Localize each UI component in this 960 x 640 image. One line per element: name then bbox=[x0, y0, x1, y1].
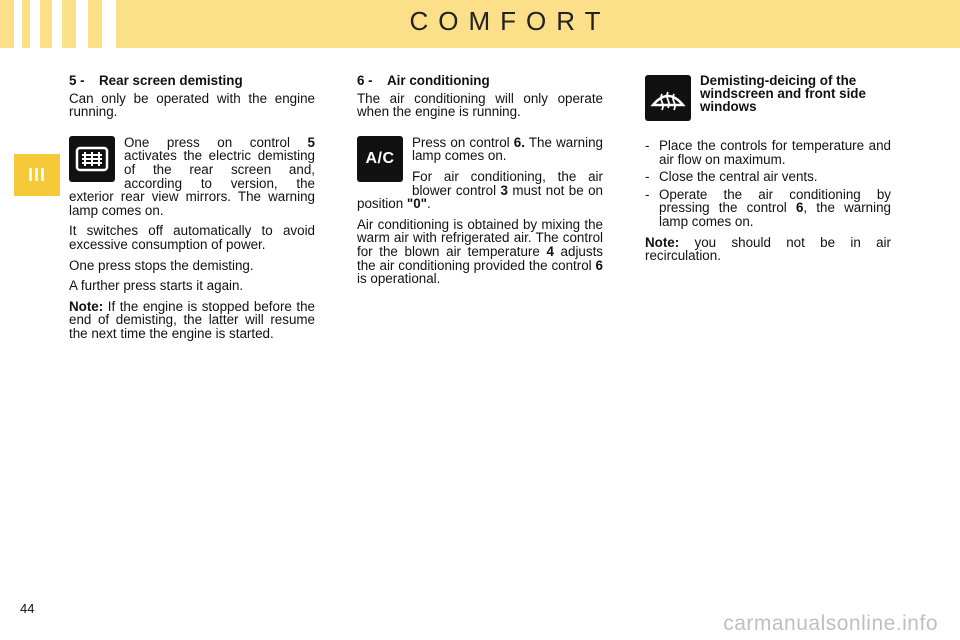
watermark: carmanualsonline.info bbox=[723, 612, 938, 635]
ac-icon: A/C bbox=[357, 136, 403, 182]
header-stripe bbox=[30, 0, 40, 48]
section-title: Rear screen demisting bbox=[99, 73, 243, 88]
paragraph: One press stops the demisting. bbox=[69, 257, 254, 273]
paragraph: One press on control 5 activates the electric demisting of the rear screen and, according to version, the exterior rear view mirrors. The warning lamp comes on. bbox=[69, 134, 315, 218]
paragraph: A further press starts it again. bbox=[69, 278, 244, 294]
paragraph: Air conditioning is obtained by mixing the warm air with refrigerated air. The control for the blown air temperature 4 adjusts the air conditioning provided the control 6 is operational. bbox=[357, 216, 603, 287]
steps-list bbox=[645, 139, 891, 229]
paragraph: Press on control 6. The warning lamp comes on. bbox=[412, 134, 603, 164]
note: Note: If the engine is stopped before the end of demisting, the latter will resume the next time the engine is started. bbox=[69, 298, 315, 341]
page-number: 44 bbox=[20, 601, 35, 616]
section-heading bbox=[69, 74, 315, 88]
section-title: Demisting-deicing of the windscreen and front side windows bbox=[700, 73, 866, 114]
list-item: - Close the central air vents. bbox=[645, 170, 891, 184]
paragraph: For air conditioning, the air blower control 3 must not be on position "0". bbox=[357, 168, 603, 212]
list-item: - Place the controls for temperature and air flow on maximum. bbox=[645, 139, 891, 166]
page-title: COMFORT bbox=[409, 6, 611, 36]
header-stripe bbox=[52, 0, 62, 48]
section-rear-screen-demisting bbox=[69, 74, 315, 348]
section-heading bbox=[357, 74, 603, 88]
note: Note: you should not be in air recirculation. bbox=[645, 234, 891, 264]
intro-text: Can only be operated with the engine running. bbox=[69, 90, 315, 120]
list-item: - Operate the air conditioning by pressing the control 6, the warning lamp comes on. bbox=[645, 188, 891, 229]
section-air-conditioning bbox=[357, 74, 603, 293]
header-stripe bbox=[76, 0, 88, 48]
paragraph: It switches off automatically to avoid excessive consumption of power. bbox=[69, 223, 315, 252]
section-title: Air conditioning bbox=[387, 73, 490, 88]
header-stripe bbox=[14, 0, 22, 48]
rear-demist-icon bbox=[69, 136, 115, 182]
section-number: 5 - bbox=[69, 73, 85, 88]
chapter-tab: III bbox=[14, 154, 60, 196]
intro-text: The air conditioning will only operate when the engine is running. bbox=[357, 90, 603, 120]
header-bar bbox=[0, 0, 960, 48]
section-demisting-deicing bbox=[645, 75, 891, 270]
header-stripe bbox=[102, 0, 116, 48]
section-number: 6 - bbox=[357, 73, 373, 88]
windscreen-demist-icon bbox=[645, 75, 691, 121]
section-header bbox=[645, 75, 891, 123]
